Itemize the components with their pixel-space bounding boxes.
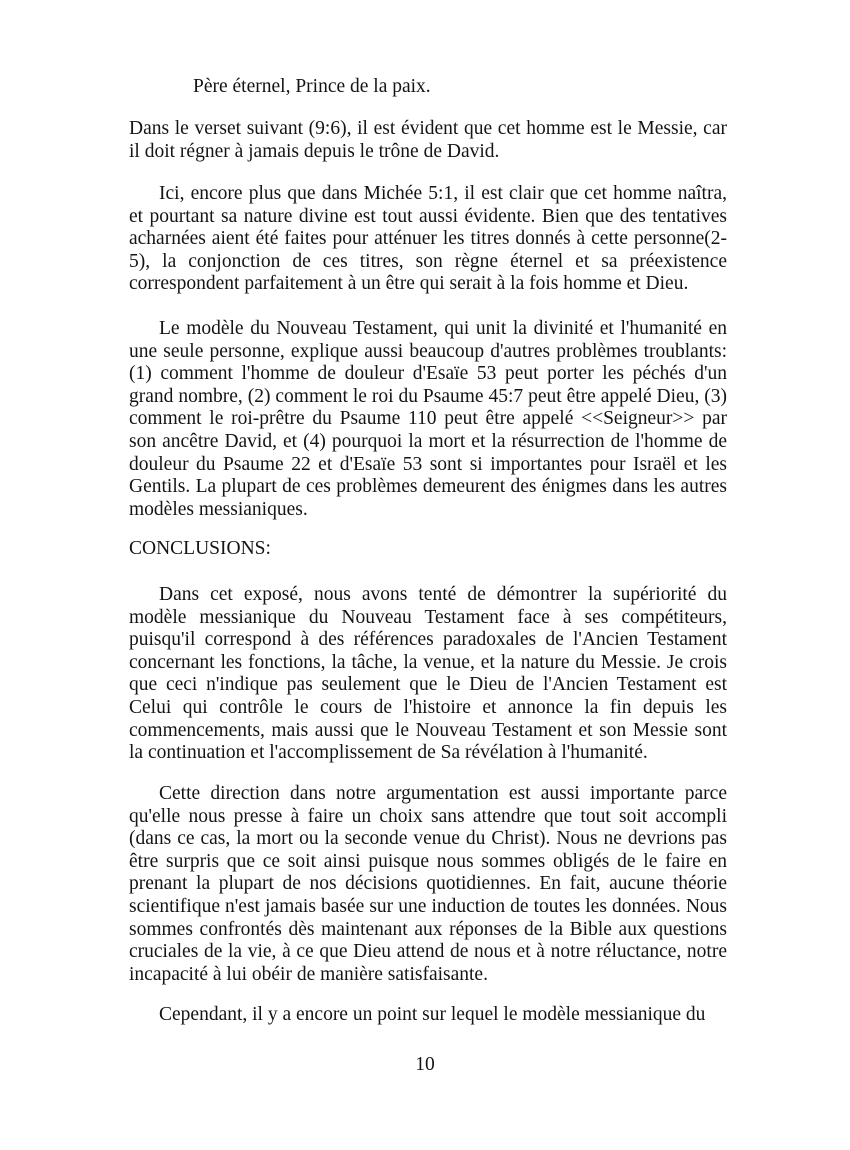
paragraph: Le modèle du Nouveau Testament, qui unit la divinité et l'humanité en une seule personne, explique aussi beaucoup d'autres problèmes troublants: (1) comment l'homme de douleur d'Esaïe 53 peut porter les péchés d'un grand nombre, (2) comment le roi du Psaume 45:7 peut être appelé Dieu, (3) comment le roi-prêtre du Psaume 110 peut être appelé <<Seigneur>> par son ancêtre David, et (4) pourquoi la mort et la résurrection de l'homme de douleur du Psaume 22 et d'Esaïe 53 sont si importantes pour Israël et les Gentils. La plupart de ces problèmes demeurent des énigmes dans les autres modèles messianiques. <box>129 318 727 520</box>
paragraph: Dans cet exposé, nous avons tenté de démontrer la supériorité du modèle messianique du Nouveau Testament face à ses compétiteurs, puisqu'il correspond à des références paradoxales de l'Ancien Testament concernant les fonctions, la tâche, la venue, et la nature du Messie. Je crois que ceci n'indique pas seulement que le Dieu de l'Ancien Testament est Celui qui contrôle le cours de l'histoire et annonce la fin depuis les commencements, mais aussi que le Nouveau Testament et son Messie sont la continuation et l'accomplissement de Sa révélation à l'humanité. <box>129 584 727 764</box>
quote-line: Père éternel, Prince de la paix. <box>193 76 431 97</box>
paragraph: Cependant, il y a encore un point sur lequel le modèle messianique du <box>159 1004 706 1025</box>
paragraph: Dans le verset suivant (9:6), il est évident que cet homme est le Messie, car il doit régner à jamais depuis le trône de David. <box>129 118 727 162</box>
section-heading: CONCLUSIONS: <box>129 538 271 559</box>
paragraph: Cette direction dans notre argumentation est aussi importante parce qu'elle nous presse à faire un choix sans attendre que tout soit accompli (dans ce cas, la mort ou la seconde venue du Christ). Nous ne devrions pas être surpris que ce soit ainsi puisque nous sommes obligés de le faire en prenant la plupart de nos décisions quotidiennes. En fait, aucune théorie scientifique n'est jamais basée sur une induction de toutes les données. Nous sommes confrontés dès maintenant aux réponses de la Bible aux questions cruciales de la vie, à ce que Dieu attend de nous et à notre réluctance, notre incapacité à lui obéir de manière satisfaisante. <box>129 783 727 985</box>
page-number: 10 <box>415 1054 435 1075</box>
paragraph: Ici, encore plus que dans Michée 5:1, il est clair que cet homme naîtra, et pourtant sa nature divine est tout aussi évidente. Bien que des tentatives acharnées aient été faites pour atténuer les titres donnés à cette personne(2-5), la conjonction de ces titres, son règne éternel et sa préexistence correspondent parfaitement à un être qui serait à la fois homme et Dieu. <box>129 183 727 295</box>
